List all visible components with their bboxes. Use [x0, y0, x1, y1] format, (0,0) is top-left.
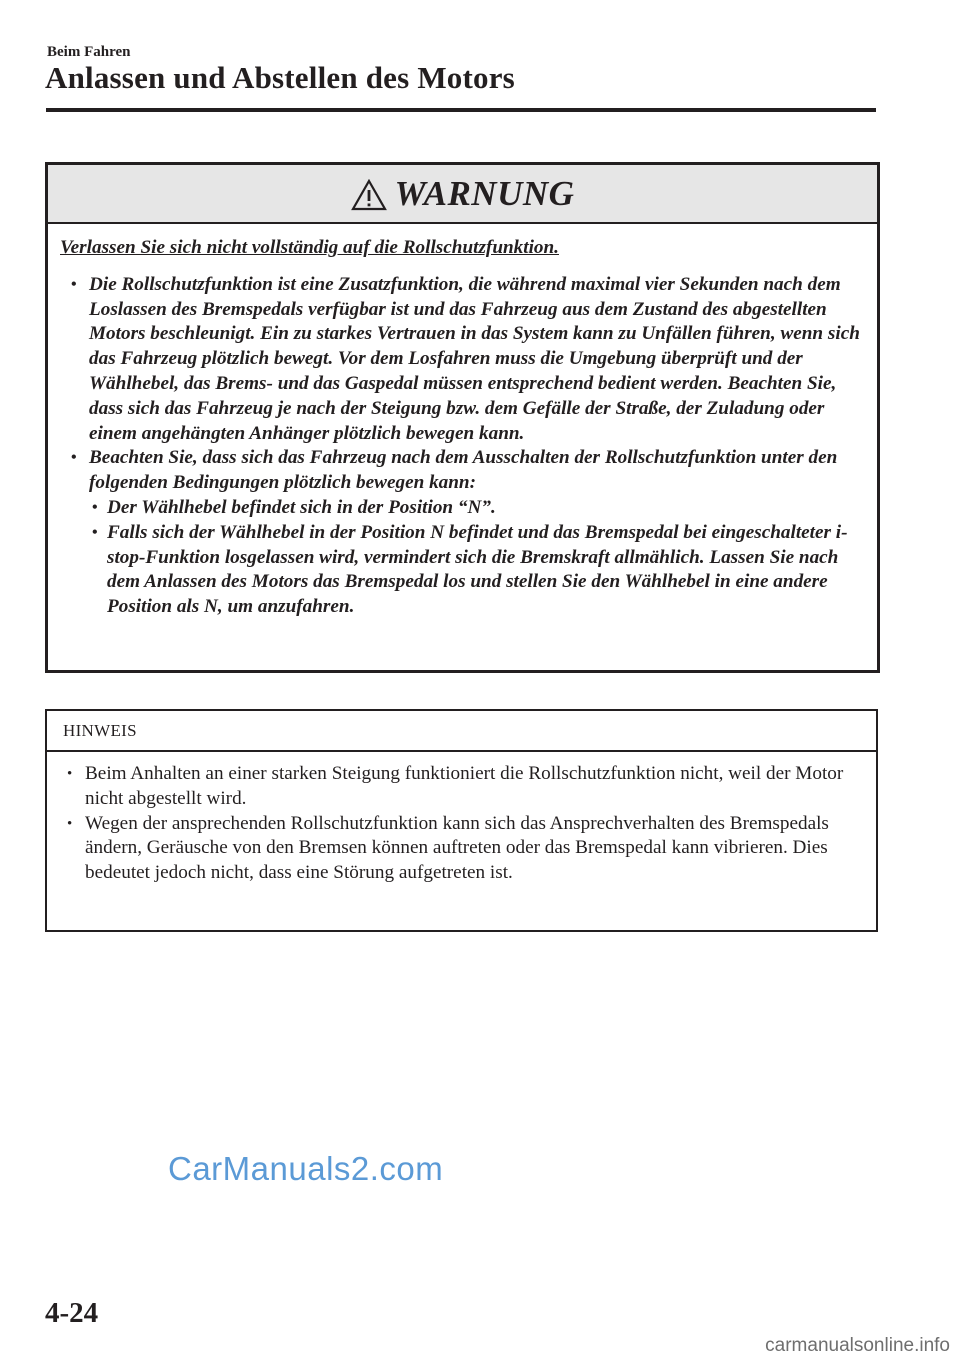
note-box: [45, 709, 878, 932]
warning-list: [60, 273, 865, 620]
page-number: 4-24: [45, 1297, 99, 1329]
warning-box: [45, 162, 880, 673]
note-list: [59, 762, 864, 886]
warning-item: [60, 446, 865, 620]
warning-item-text: Beachten Sie, dass sich das Fahrzeug nach dem Ausschalten der Rollschutzfunktion unter den folgenden Bedingungen plötzlich bewegen kann:: [89, 447, 838, 494]
warning-body: [48, 224, 877, 620]
page-title: Anlassen und Abstellen des Motors: [45, 60, 515, 95]
warning-triangle-icon: [351, 179, 387, 211]
warning-header: [48, 165, 877, 224]
warning-item: • Die Rollschutzfunktion ist eine Zusatzfunktion, die während maximal vier Sekunden nach dem Loslassen des Bremspedals verfügbar ist und das Fahrzeug aus dem Zustand des abgestellten Motors beschleunigt. Ein zu starkes Vertrauen in das System kann zu Unfällen führen, wenn sich das Fahrzeug plötzlich bewegt. Vor dem Losfahren muss die Umgebung überprüft und der Wählhebel, das Brems- und das Gaspedal müssen entsprechend bedient werden. Beachten Sie, dass sich das Fahrzeug je nach der Steigung bzw. dem Gefälle der Straße, der Zuladung oder einem angehängten Anhänger plötzlich bewegen kann.: [60, 273, 865, 447]
watermark: CarManuals2.com: [168, 1150, 444, 1187]
footer-site: carmanualsonline.info: [765, 1335, 950, 1356]
note-item: • Wegen der ansprechenden Rollschutzfunktion kann sich das Ansprechverhalten des Bremspedals ändern, Geräusche von den Bremsen können auftreten oder das Bremspedal kann vibrieren. Dies bedeutet jedoch nicht, dass eine Störung aufgetreten ist.: [59, 812, 864, 886]
title-rule: [46, 108, 876, 112]
warning-subitem: • Falls sich der Wählhebel in der Position N befindet und das Bremspedal bei eingeschalteter i-stop-Funktion losgelassen wird, vermindert sich die Bremskraft allmählich. Lassen Sie nach dem Anlassen des Motors das Bremspedal los und stellen Sie den Wählhebel in eine andere Position als N, um anzufahren.: [89, 521, 865, 620]
note-title: HINWEIS: [47, 711, 876, 752]
warning-lead: Verlassen Sie sich nicht vollständig auf die Rollschutzfunktion.: [60, 237, 559, 258]
note-item: • Beim Anhalten an einer starken Steigung funktioniert die Rollschutzfunktion nicht, weil der Motor nicht abgestellt wird.: [59, 762, 864, 812]
note-body: [47, 752, 876, 886]
section-label: Beim Fahren: [47, 44, 131, 60]
warning-title: WARNUNG: [394, 173, 575, 213]
warning-sublist: [89, 496, 865, 620]
warning-subitem: • Der Wählhebel befindet sich in der Position “N”.: [89, 496, 865, 521]
